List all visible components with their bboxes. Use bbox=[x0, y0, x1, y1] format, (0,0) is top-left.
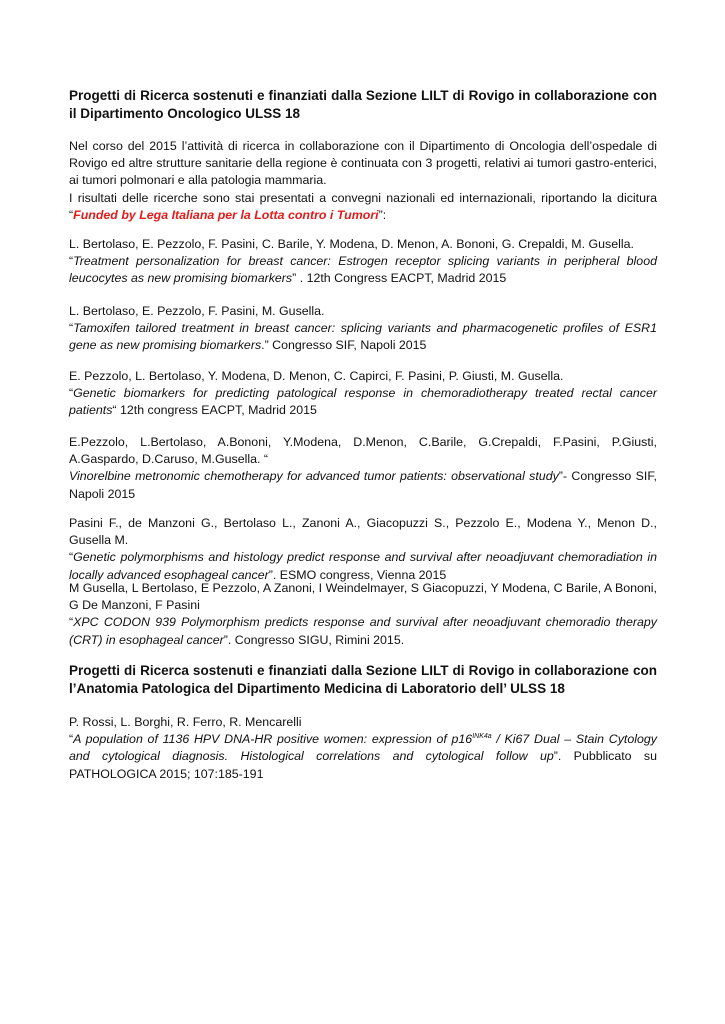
reference-authors: L. Bertolaso, E. Pezzolo, F. Pasini, M. Gusella. bbox=[69, 304, 325, 318]
quote-mark: “ bbox=[69, 615, 74, 630]
reference-authors: M Gusella, L Bertolaso, E Pezzolo, A Zanoni, I Weindelmayer, S Giacopuzzi, Y Modena, C Barile, A Bononi, G De Manzoni, F Pasini bbox=[69, 581, 657, 613]
quote-mark: “ bbox=[69, 386, 74, 401]
quote-mark: “ bbox=[69, 550, 74, 565]
reference-authors: L. Bertolaso, E. Pezzolo, F. Pasini, C. Barile, Y. Modena, D. Menon, A. Bononi, G. Crepaldi, M. Gusella. bbox=[69, 237, 634, 251]
reference-authors: P. Rossi, L. Borghi, R. Ferro, R. Mencarelli bbox=[69, 715, 302, 729]
reference-venue: ”- Congresso SIF, Napoli 2015 bbox=[69, 469, 657, 501]
reference-item bbox=[69, 515, 657, 584]
reference-title: Treatment personalization for breast cancer: Estrogen receptor splicing variants in peripheral blood leucocytes as new promising biomarkers bbox=[69, 254, 657, 286]
reference-item bbox=[69, 434, 657, 503]
funding-quote-close: ”: bbox=[378, 207, 387, 222]
reference-title: A population of 1136 HPV DNA-HR positive women: expression of p16 bbox=[73, 732, 473, 747]
funding-statement: Funded by Lega Italiana per la Lotta contro i Tumori bbox=[73, 207, 379, 222]
reference-item bbox=[69, 368, 657, 420]
reference-venue: ” . 12th Congress EACPT, Madrid 2015 bbox=[292, 271, 507, 286]
reference-title-superscript: INK4a bbox=[472, 733, 492, 741]
reference-title: Vinorelbine metronomic chemotherapy for advanced tumor patients: observational study bbox=[69, 469, 559, 484]
section-heading-oncology: Progetti di Ricerca sostenuti e finanziati dalla Sezione LILT di Rovigo in collaborazione con il Dipartimento Oncologico ULSS 18 bbox=[69, 88, 657, 121]
reference-title: XPC CODON 939 Polymorphism predicts response and survival after neoadjuvant chemoradio therapy (CRT) in esophageal cancer bbox=[69, 615, 657, 647]
funding-quote-open: “ bbox=[69, 207, 74, 222]
reference-item bbox=[69, 236, 657, 288]
reference-venue: “ 12th congress EACPT, Madrid 2015 bbox=[112, 403, 317, 418]
reference-venue: ”. Pubblicato su PATHOLOGICA 2015; 107:185-191 bbox=[69, 749, 658, 781]
quote-mark: “ bbox=[69, 732, 74, 747]
intro-results-text: I risultati delle ricerche sono stai presentati a convegni nazionali ed internazionali, riportando la dicitura bbox=[69, 190, 657, 205]
reference-title: Genetic biomarkers for predicting patological response in chemoradiotherapy treated rectal cancer patients bbox=[69, 386, 657, 418]
reference-authors: E. Pezzolo, L. Bertolaso, Y. Modena, D. Menon, C. Capirci, F. Pasini, P. Giusti, M. Gusella. bbox=[69, 369, 564, 383]
reference-item bbox=[69, 714, 657, 783]
reference-title: Genetic polymorphisms and histology predict response and survival after neoadjuvant chemoradiation in locally advanced esophageal cancer bbox=[69, 550, 657, 582]
section-heading-pathology: Progetti di Ricerca sostenuti e finanziati dalla Sezione LILT di Rovigo in collaborazione con l’Anatomia Patologica del Dipartimento Medicina di Laboratorio dell’ ULSS 18 bbox=[69, 663, 657, 696]
reference-venue: ”. ESMO congress, Vienna 2015 bbox=[268, 567, 447, 582]
reference-authors: Pasini F., de Manzoni G., Bertolaso L., Zanoni A., Giacopuzzi S., Pezzolo E., Modena Y., Menon D., Gusella M. bbox=[69, 516, 657, 548]
quote-mark: “ bbox=[69, 321, 74, 336]
reference-title-continued: / Ki67 Dual – Stain Cytology and cytological diagnosis. Histological correlations and cytological follow up bbox=[69, 732, 657, 764]
reference-authors: E.Pezzolo, L.Bertolaso, A.Bononi, Y.Modena, D.Menon, C.Barile, G.Crepaldi, F.Pasini, P.Giusti, A.Gaspardo, D.Caruso, M.Gusella. “ bbox=[69, 435, 657, 467]
reference-item bbox=[69, 580, 657, 649]
reference-title: Tamoxifen tailored treatment in breast cancer: splicing variants and pharmacogenetic profiles of ESR1 gene as new promising biomarkers bbox=[69, 321, 657, 353]
intro-text: Nel corso del 2015 l’attività di ricerca in collaborazione con il Dipartimento di Oncologia dell’ospedale di Rovigo ed altre strutture sanitarie della regione è continuata con 3 progetti, relativi ai tumori gastro-enterici, ai tumori polmonari e alla patologia mammaria. bbox=[69, 139, 657, 188]
intro-paragraph bbox=[69, 138, 657, 224]
reference-item bbox=[69, 303, 657, 355]
reference-venue: ”. Congresso SIGU, Rimini 2015. bbox=[223, 632, 405, 647]
reference-venue: .” Congresso SIF, Napoli 2015 bbox=[261, 338, 427, 353]
quote-mark: “ bbox=[69, 254, 74, 269]
